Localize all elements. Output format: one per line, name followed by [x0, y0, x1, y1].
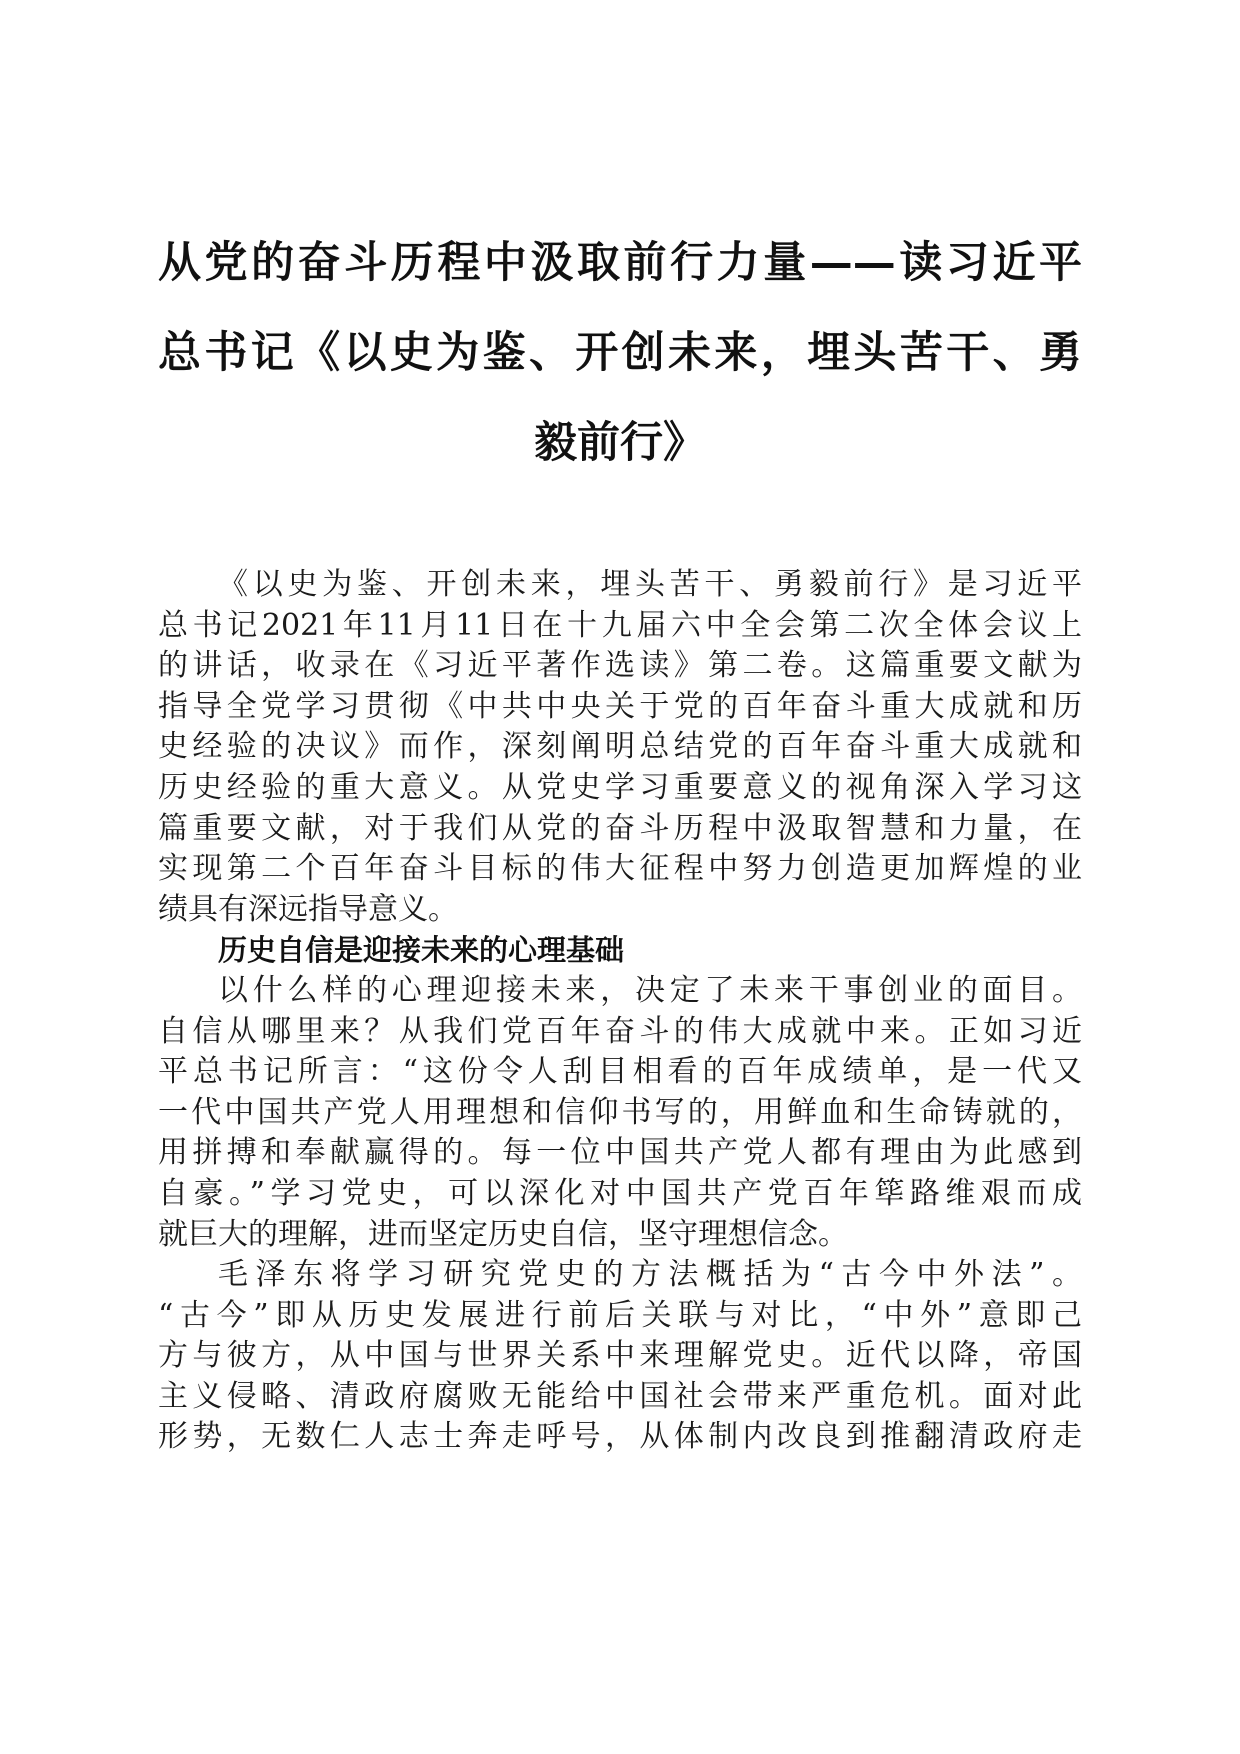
document-body — [158, 565, 1082, 1458]
document-title — [158, 218, 1082, 488]
body-paragraph — [158, 971, 1082, 1255]
text-line: 实现第二个百年奋斗目标的伟大征程中努力创造更加辉煌的业 — [158, 851, 1082, 887]
text-line: 史经验的决议》而作，深刻阐明总结党的百年奋斗重大成就和 — [158, 729, 1082, 765]
title-line: 从党的奋斗历程中汲取前行力量——读习近平 — [158, 238, 1082, 288]
text-line: 毛泽东将学习研究党史的方法概括为“古今中外法”。 — [218, 1257, 1082, 1293]
section-heading: 历史自信是迎接未来的心理基础 — [218, 933, 625, 968]
text-line: 总书记2021年11月11日在十九届六中全会第二次全体会议上 — [158, 607, 1082, 643]
text-line: 形势，无数仁人志士奔走呼号，从体制内改良到推翻清政府走 — [158, 1419, 1082, 1455]
text-line: 历史经验的重大意义。从党史学习重要意义的视角深入学习这 — [158, 769, 1082, 805]
text-line: 自信从哪里来？从我们党百年奋斗的伟大成就中来。正如习近 — [158, 1013, 1082, 1049]
text-line: 自豪。”学习党史，可以深化对中国共产党百年筚路维艰而成 — [158, 1175, 1082, 1211]
text-line: 《以史为鉴、开创未来，埋头苦干、勇毅前行》是习近平 — [218, 567, 1082, 602]
title-line: 总书记《以史为鉴、开创未来，埋头苦干、勇 — [158, 328, 1082, 378]
intro-paragraph — [158, 565, 1082, 930]
text-line: 就巨大的理解，进而坚定历史自信，坚守理想信念。 — [158, 1216, 848, 1252]
text-line: “古今”即从历史发展进行前后关联与对比，“中外”意即己 — [158, 1297, 1082, 1333]
text-line: 主义侵略、清政府腐败无能给中国社会带来严重危机。面对此 — [158, 1378, 1082, 1414]
text-line: 方与彼方，从中国与世界关系中来理解党史。近代以降，帝国 — [158, 1338, 1082, 1374]
text-line: 平总书记所言：“这份令人刮目相看的百年成绩单，是一代又 — [158, 1054, 1082, 1090]
text-line: 绩具有深远指导意义。 — [158, 891, 458, 927]
text-line: 一代中国共产党人用理想和信仰书写的，用鲜血和生命铸就的， — [158, 1094, 1082, 1130]
text-line: 的讲话，收录在《习近平著作选读》第二卷。这篇重要文献为 — [158, 648, 1082, 684]
body-paragraph — [158, 1255, 1082, 1458]
text-line: 以什么样的心理迎接未来，决定了未来干事创业的面目。 — [218, 972, 1082, 1008]
text-line: 指导全党学习贯彻《中共中央关于党的百年奋斗重大成就和历 — [158, 688, 1082, 724]
text-line: 用拼搏和奉献赢得的。每一位中国共产党人都有理由为此感到 — [158, 1135, 1082, 1171]
title-line: 毅前行》 — [534, 418, 706, 468]
text-line: 篇重要文献，对于我们从党的奋斗历程中汲取智慧和力量，在 — [158, 810, 1082, 846]
